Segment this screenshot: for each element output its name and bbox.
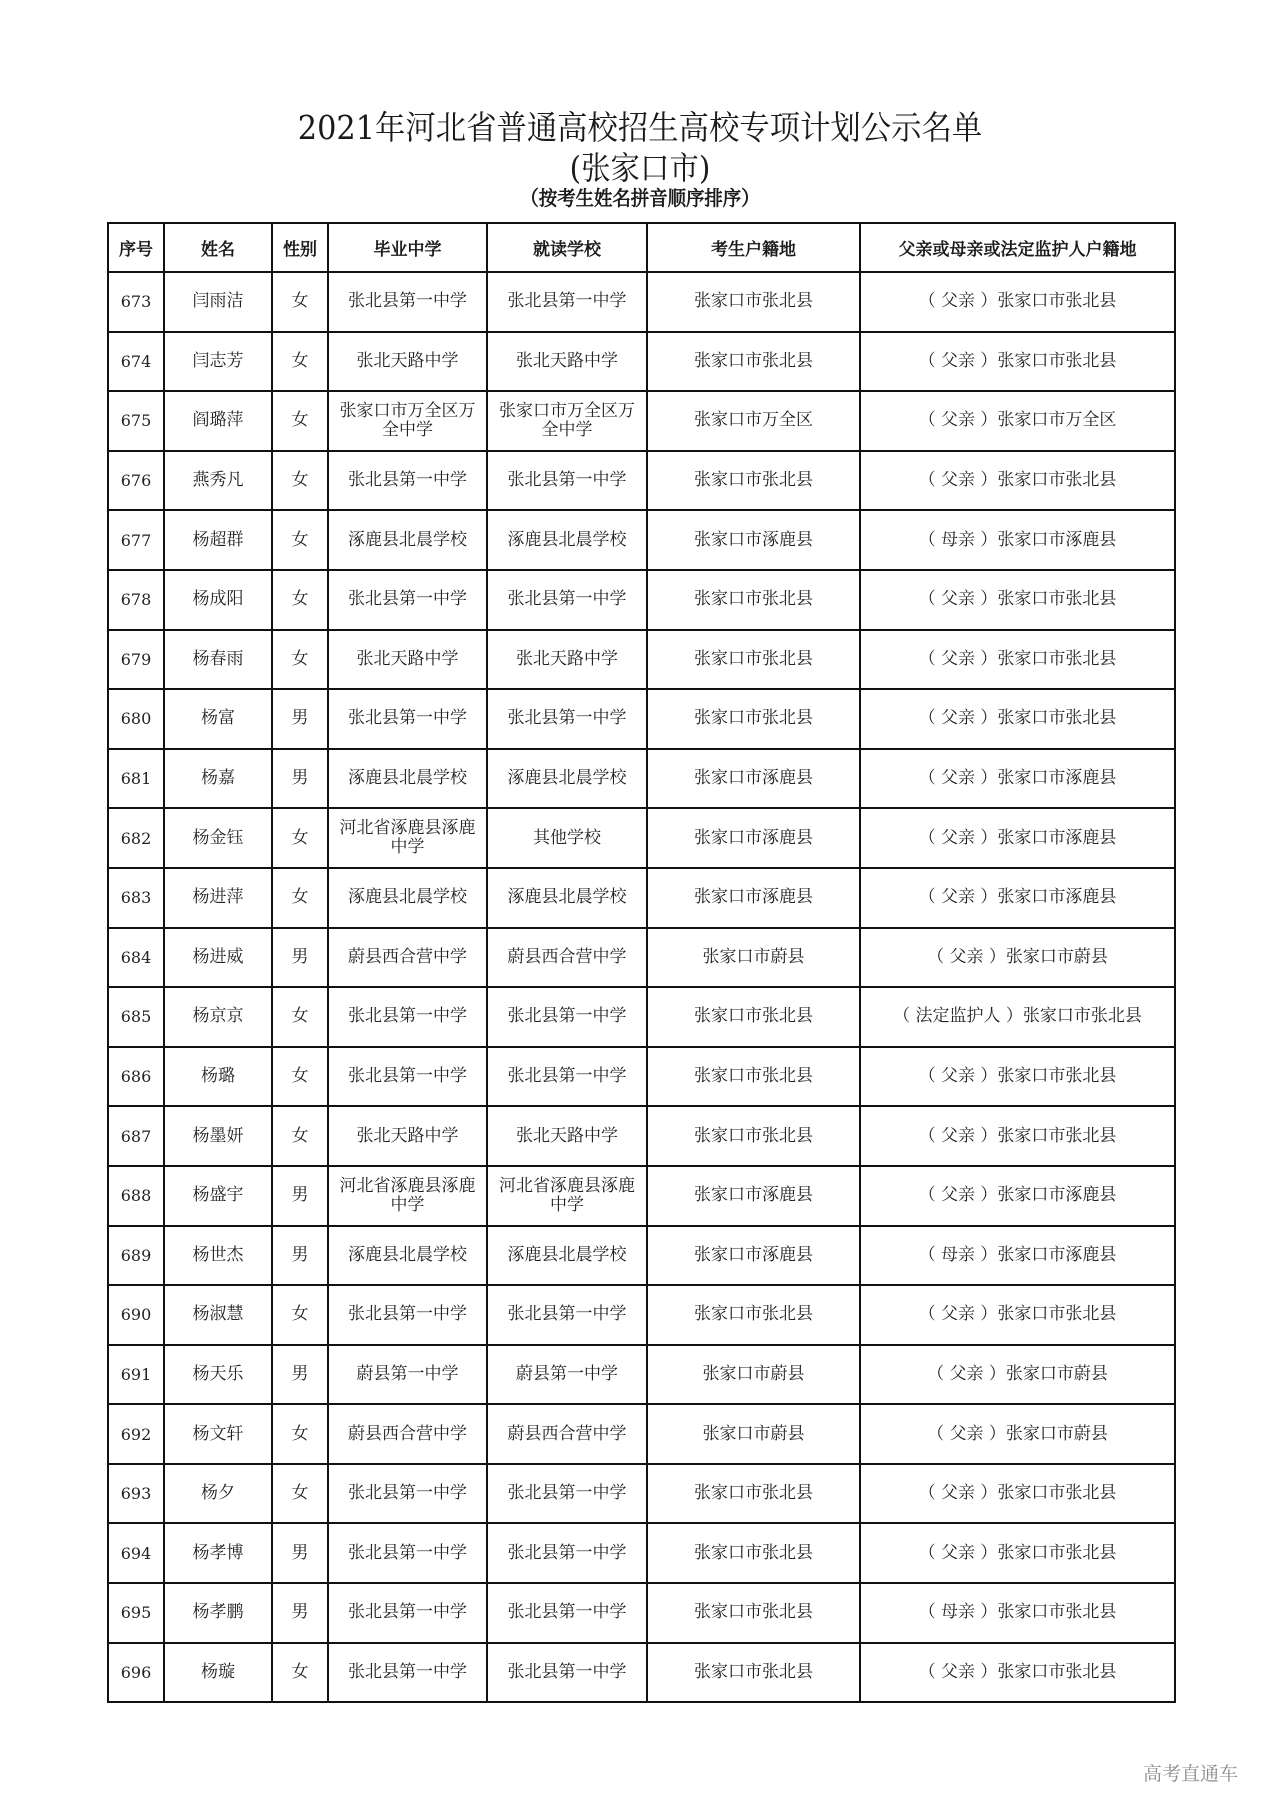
cell-guardian-hukou: （ 父亲 ）张家口市张北县 (860, 570, 1175, 630)
cell-name: 杨璇 (164, 1643, 272, 1703)
cell-guardian-hukou: （ 父亲 ）张家口市涿鹿县 (860, 868, 1175, 928)
cell-student-hukou: 张家口市张北县 (647, 1464, 860, 1524)
table-row (108, 451, 1175, 511)
cell-index: 673 (108, 272, 164, 332)
table-header-row (108, 223, 1175, 272)
table-row (108, 928, 1175, 988)
cell-student-hukou: 张家口市张北县 (647, 272, 860, 332)
header-graduation-school: 毕业中学 (328, 223, 487, 272)
cell-current-school: 张北县第一中学 (487, 689, 647, 749)
cell-student-hukou: 张家口市张北县 (647, 570, 860, 630)
table-row (108, 1583, 1175, 1643)
cell-graduation-school: 涿鹿县北晨学校 (328, 510, 487, 570)
cell-guardian-hukou: （ 父亲 ）张家口市蔚县 (860, 928, 1175, 988)
cell-student-hukou: 张家口市张北县 (647, 1047, 860, 1107)
cell-student-hukou: 张家口市张北县 (647, 332, 860, 392)
table-row (108, 1345, 1175, 1405)
cell-name: 杨嘉 (164, 749, 272, 809)
table-row (108, 1464, 1175, 1524)
cell-guardian-hukou: （ 父亲 ）张家口市张北县 (860, 1464, 1175, 1524)
applicant-table (107, 222, 1176, 1703)
cell-graduation-school: 张北县第一中学 (328, 1285, 487, 1345)
cell-index: 687 (108, 1106, 164, 1166)
cell-graduation-school: 蔚县西合营中学 (328, 1404, 487, 1464)
cell-gender: 男 (272, 1226, 328, 1286)
cell-name: 杨京京 (164, 987, 272, 1047)
cell-current-school: 张北县第一中学 (487, 1047, 647, 1107)
cell-guardian-hukou: （ 父亲 ）张家口市万全区 (860, 391, 1175, 451)
table-row (108, 630, 1175, 690)
watermark: 高考直通车 (1143, 1763, 1239, 1785)
cell-graduation-school: 张北县第一中学 (328, 1464, 487, 1524)
table-row (108, 332, 1175, 392)
cell-gender: 女 (272, 391, 328, 451)
cell-graduation-school: 涿鹿县北晨学校 (328, 1226, 487, 1286)
cell-gender: 女 (272, 1464, 328, 1524)
table-row (108, 1226, 1175, 1286)
cell-student-hukou: 张家口市蔚县 (647, 1404, 860, 1464)
cell-current-school: 张北县第一中学 (487, 1464, 647, 1524)
cell-guardian-hukou: （ 母亲 ）张家口市张北县 (860, 1583, 1175, 1643)
cell-graduation-school: 蔚县第一中学 (328, 1345, 487, 1405)
cell-student-hukou: 张家口市张北县 (647, 1643, 860, 1703)
table-body (108, 272, 1175, 1702)
cell-current-school: 蔚县第一中学 (487, 1345, 647, 1405)
table-row (108, 272, 1175, 332)
cell-index: 684 (108, 928, 164, 988)
cell-index: 683 (108, 868, 164, 928)
cell-gender: 男 (272, 749, 328, 809)
table-row (108, 808, 1175, 868)
cell-guardian-hukou: （ 父亲 ）张家口市张北县 (860, 1285, 1175, 1345)
cell-gender: 女 (272, 1047, 328, 1107)
table-row (108, 1523, 1175, 1583)
cell-current-school: 张北天路中学 (487, 630, 647, 690)
cell-name: 杨金钰 (164, 808, 272, 868)
cell-student-hukou: 张家口市张北县 (647, 451, 860, 511)
cell-student-hukou: 张家口市涿鹿县 (647, 1226, 860, 1286)
cell-graduation-school: 张北县第一中学 (328, 570, 487, 630)
cell-gender: 女 (272, 868, 328, 928)
header-index: 序号 (108, 223, 164, 272)
cell-gender: 男 (272, 1583, 328, 1643)
cell-index: 676 (108, 451, 164, 511)
cell-name: 杨进威 (164, 928, 272, 988)
header-gender: 性别 (272, 223, 328, 272)
cell-index: 679 (108, 630, 164, 690)
cell-current-school: 其他学校 (487, 808, 647, 868)
sort-note: （按考生姓名拼音顺序排序） (520, 186, 760, 210)
cell-gender: 女 (272, 451, 328, 511)
cell-index: 682 (108, 808, 164, 868)
cell-student-hukou: 张家口市涿鹿县 (647, 868, 860, 928)
cell-gender: 女 (272, 1404, 328, 1464)
cell-current-school: 蔚县西合营中学 (487, 928, 647, 988)
cell-index: 678 (108, 570, 164, 630)
cell-name: 燕秀凡 (164, 451, 272, 511)
cell-graduation-school: 张家口市万全区万全中学 (328, 391, 487, 451)
cell-graduation-school: 张北县第一中学 (328, 1583, 487, 1643)
cell-name: 杨孝博 (164, 1523, 272, 1583)
cell-guardian-hukou: （ 父亲 ）张家口市张北县 (860, 630, 1175, 690)
cell-current-school: 涿鹿县北晨学校 (487, 510, 647, 570)
cell-current-school: 涿鹿县北晨学校 (487, 868, 647, 928)
table-row (108, 1106, 1175, 1166)
cell-index: 689 (108, 1226, 164, 1286)
cell-student-hukou: 张家口市涿鹿县 (647, 808, 860, 868)
cell-name: 阎璐萍 (164, 391, 272, 451)
cell-current-school: 河北省涿鹿县涿鹿中学 (487, 1166, 647, 1226)
cell-name: 杨淑慧 (164, 1285, 272, 1345)
cell-index: 674 (108, 332, 164, 392)
table-row (108, 1047, 1175, 1107)
cell-index: 694 (108, 1523, 164, 1583)
table-row (108, 1166, 1175, 1226)
cell-gender: 女 (272, 808, 328, 868)
cell-graduation-school: 张北县第一中学 (328, 1047, 487, 1107)
cell-gender: 女 (272, 1643, 328, 1703)
table-row (108, 391, 1175, 451)
cell-index: 681 (108, 749, 164, 809)
cell-student-hukou: 张家口市张北县 (647, 1523, 860, 1583)
cell-gender: 女 (272, 1106, 328, 1166)
cell-graduation-school: 张北县第一中学 (328, 451, 487, 511)
cell-current-school: 涿鹿县北晨学校 (487, 749, 647, 809)
cell-index: 680 (108, 689, 164, 749)
cell-guardian-hukou: （ 母亲 ）张家口市涿鹿县 (860, 510, 1175, 570)
cell-index: 688 (108, 1166, 164, 1226)
cell-guardian-hukou: （ 父亲 ）张家口市张北县 (860, 1106, 1175, 1166)
cell-index: 695 (108, 1583, 164, 1643)
cell-student-hukou: 张家口市张北县 (647, 689, 860, 749)
city-subtitle: (张家口市) (569, 149, 711, 187)
cell-gender: 女 (272, 987, 328, 1047)
cell-current-school: 张北县第一中学 (487, 1643, 647, 1703)
cell-guardian-hukou: （ 父亲 ）张家口市张北县 (860, 272, 1175, 332)
cell-name: 杨文轩 (164, 1404, 272, 1464)
cell-guardian-hukou: （ 母亲 ）张家口市涿鹿县 (860, 1226, 1175, 1286)
cell-graduation-school: 张北县第一中学 (328, 272, 487, 332)
cell-index: 692 (108, 1404, 164, 1464)
cell-guardian-hukou: （ 父亲 ）张家口市蔚县 (860, 1345, 1175, 1405)
cell-gender: 女 (272, 332, 328, 392)
cell-current-school: 张北天路中学 (487, 1106, 647, 1166)
cell-student-hukou: 张家口市张北县 (647, 1106, 860, 1166)
table-row (108, 570, 1175, 630)
cell-student-hukou: 张家口市蔚县 (647, 928, 860, 988)
cell-name: 闫志芳 (164, 332, 272, 392)
cell-name: 杨富 (164, 689, 272, 749)
cell-guardian-hukou: （ 法定监护人 ）张家口市张北县 (860, 987, 1175, 1047)
cell-name: 杨超群 (164, 510, 272, 570)
table-row (108, 1285, 1175, 1345)
cell-graduation-school: 张北天路中学 (328, 630, 487, 690)
cell-name: 杨进萍 (164, 868, 272, 928)
cell-index: 686 (108, 1047, 164, 1107)
cell-name: 杨盛宇 (164, 1166, 272, 1226)
table-row (108, 868, 1175, 928)
cell-current-school: 张北县第一中学 (487, 987, 647, 1047)
header-guardian-hukou: 父亲或母亲或法定监护人户籍地 (860, 223, 1175, 272)
cell-student-hukou: 张家口市张北县 (647, 1583, 860, 1643)
cell-graduation-school: 蔚县西合营中学 (328, 928, 487, 988)
page-title: 2021年河北省普通高校招生高校专项计划公示名单 (297, 108, 983, 147)
cell-name: 杨春雨 (164, 630, 272, 690)
cell-graduation-school: 河北省涿鹿县涿鹿中学 (328, 1166, 487, 1226)
cell-guardian-hukou: （ 父亲 ）张家口市张北县 (860, 332, 1175, 392)
cell-student-hukou: 张家口市涿鹿县 (647, 749, 860, 809)
table-row (108, 749, 1175, 809)
header-student-hukou: 考生户籍地 (647, 223, 860, 272)
cell-name: 闫雨洁 (164, 272, 272, 332)
cell-current-school: 蔚县西合营中学 (487, 1404, 647, 1464)
cell-student-hukou: 张家口市张北县 (647, 1285, 860, 1345)
cell-gender: 女 (272, 630, 328, 690)
table-row (108, 1404, 1175, 1464)
cell-gender: 男 (272, 928, 328, 988)
cell-current-school: 张北县第一中学 (487, 1583, 647, 1643)
cell-student-hukou: 张家口市万全区 (647, 391, 860, 451)
cell-gender: 男 (272, 1166, 328, 1226)
cell-index: 690 (108, 1285, 164, 1345)
cell-student-hukou: 张家口市涿鹿县 (647, 510, 860, 570)
cell-student-hukou: 张家口市张北县 (647, 987, 860, 1047)
cell-graduation-school: 涿鹿县北晨学校 (328, 749, 487, 809)
cell-graduation-school: 张北县第一中学 (328, 987, 487, 1047)
cell-gender: 女 (272, 510, 328, 570)
cell-gender: 男 (272, 1523, 328, 1583)
cell-current-school: 张北县第一中学 (487, 1523, 647, 1583)
cell-student-hukou: 张家口市张北县 (647, 630, 860, 690)
cell-name: 杨天乐 (164, 1345, 272, 1405)
cell-graduation-school: 张北天路中学 (328, 1106, 487, 1166)
cell-current-school: 张北天路中学 (487, 332, 647, 392)
cell-guardian-hukou: （ 父亲 ）张家口市张北县 (860, 1523, 1175, 1583)
table-row (108, 510, 1175, 570)
cell-current-school: 张北县第一中学 (487, 451, 647, 511)
cell-index: 677 (108, 510, 164, 570)
cell-current-school: 张北县第一中学 (487, 272, 647, 332)
cell-current-school: 涿鹿县北晨学校 (487, 1226, 647, 1286)
cell-guardian-hukou: （ 父亲 ）张家口市张北县 (860, 1643, 1175, 1703)
cell-gender: 女 (272, 570, 328, 630)
cell-graduation-school: 张北县第一中学 (328, 689, 487, 749)
table-row (108, 1643, 1175, 1703)
cell-name: 杨夕 (164, 1464, 272, 1524)
cell-guardian-hukou: （ 父亲 ）张家口市张北县 (860, 1047, 1175, 1107)
cell-guardian-hukou: （ 父亲 ）张家口市涿鹿县 (860, 1166, 1175, 1226)
table-row (108, 987, 1175, 1047)
cell-graduation-school: 张北县第一中学 (328, 1523, 487, 1583)
cell-gender: 男 (272, 1345, 328, 1405)
header-current-school: 就读学校 (487, 223, 647, 272)
cell-guardian-hukou: （ 父亲 ）张家口市涿鹿县 (860, 808, 1175, 868)
cell-name: 杨成阳 (164, 570, 272, 630)
cell-name: 杨墨妍 (164, 1106, 272, 1166)
cell-current-school: 张北县第一中学 (487, 570, 647, 630)
cell-guardian-hukou: （ 父亲 ）张家口市涿鹿县 (860, 749, 1175, 809)
cell-guardian-hukou: （ 父亲 ）张家口市张北县 (860, 689, 1175, 749)
cell-gender: 女 (272, 272, 328, 332)
cell-name: 杨孝鹏 (164, 1583, 272, 1643)
cell-current-school: 张北县第一中学 (487, 1285, 647, 1345)
header-name: 姓名 (164, 223, 272, 272)
cell-index: 675 (108, 391, 164, 451)
cell-graduation-school: 河北省涿鹿县涿鹿中学 (328, 808, 487, 868)
cell-index: 691 (108, 1345, 164, 1405)
cell-graduation-school: 张北天路中学 (328, 332, 487, 392)
cell-gender: 女 (272, 1285, 328, 1345)
cell-guardian-hukou: （ 父亲 ）张家口市张北县 (860, 451, 1175, 511)
cell-gender: 男 (272, 689, 328, 749)
cell-index: 696 (108, 1643, 164, 1703)
cell-guardian-hukou: （ 父亲 ）张家口市蔚县 (860, 1404, 1175, 1464)
cell-name: 杨璐 (164, 1047, 272, 1107)
cell-student-hukou: 张家口市蔚县 (647, 1345, 860, 1405)
cell-index: 685 (108, 987, 164, 1047)
cell-graduation-school: 涿鹿县北晨学校 (328, 868, 487, 928)
cell-name: 杨世杰 (164, 1226, 272, 1286)
cell-graduation-school: 张北县第一中学 (328, 1643, 487, 1703)
table-row (108, 689, 1175, 749)
cell-student-hukou: 张家口市涿鹿县 (647, 1166, 860, 1226)
cell-current-school: 张家口市万全区万全中学 (487, 391, 647, 451)
cell-index: 693 (108, 1464, 164, 1524)
